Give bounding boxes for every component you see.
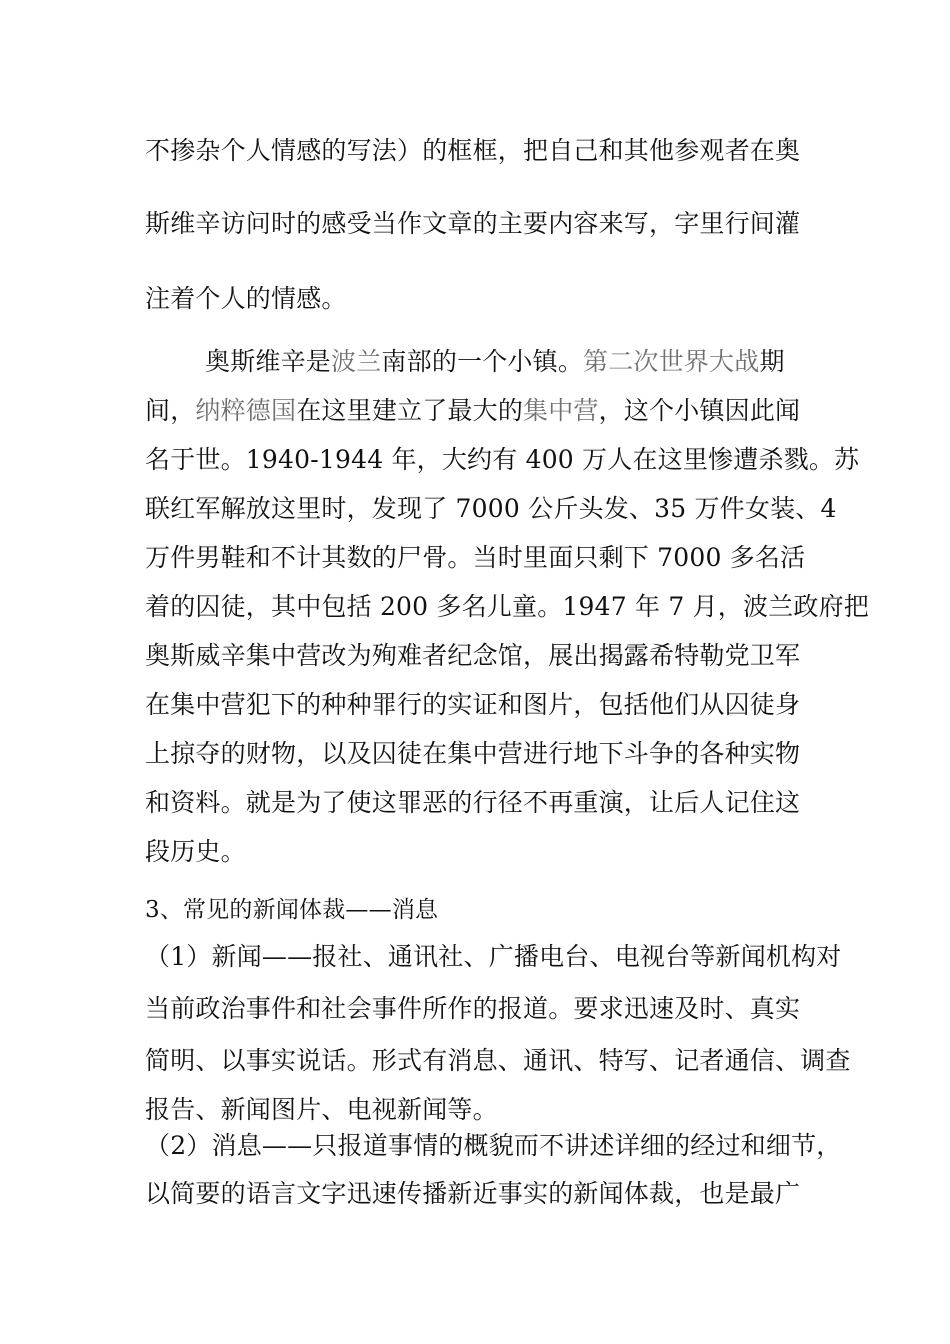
paragraph-line: 奥斯威辛集中营改为殉难者纪念馆，展出揭露希特勒党卫军 <box>145 641 801 670</box>
intro-line: 注着个人的情感。 <box>145 284 347 313</box>
poland-link[interactable]: 波兰 <box>331 347 382 376</box>
paragraph-line: 和资料。就是为了使这罪恶的行径不再重演，让后人记住这 <box>145 788 801 817</box>
text-span: ，这个小镇因此闻 <box>598 396 801 425</box>
paragraph-line: 万件男鞋和不计其数的尸骨。当时里面只剩下 7000 多名活 <box>145 543 806 572</box>
paragraph-line <box>145 394 825 428</box>
nazi-germany-link[interactable]: 纳粹德国 <box>195 396 297 425</box>
paragraph-line: 段历史。 <box>145 837 246 866</box>
section-heading: 3、常见的新闻体裁——消息 <box>145 897 439 923</box>
paragraph-line: 在集中营犯下的种种罪行的实证和图片，包括他们从囚徒身 <box>145 690 801 719</box>
news-line: 简明、以事实说话。形式有消息、通讯、特写、记者通信、调查 <box>145 1046 851 1075</box>
intro-line: 不掺杂个人情感的写法）的框框，把自己和其他参观者在奥 <box>145 136 801 165</box>
news-line: 当前政治事件和社会事件所作的报道。要求迅速及时、真实 <box>145 994 801 1023</box>
message-line: 以简要的语言文字迅速传播新近事实的新闻体裁，也是最广 <box>145 1179 801 1208</box>
paragraph-line: 着的囚徒，其中包括 200 多名儿童。1947 年 7 月，波兰政府把 <box>145 592 869 621</box>
text-span: 间， <box>145 396 196 425</box>
paragraph-line: 联红军解放这里时，发现了 7000 公斤头发、35 万件女装、4 <box>145 494 837 523</box>
news-line: 报告、新闻图片、电视新闻等。 <box>145 1095 498 1124</box>
paragraph-line <box>205 345 825 379</box>
world-war-two-link[interactable]: 第二次世界大战 <box>583 347 760 376</box>
paragraph-line: 上掠夺的财物，以及囚徒在集中营进行地下斗争的各种实物 <box>145 739 801 768</box>
intro-line: 斯维辛访问时的感受当作文章的主要内容来写，字里行间灌 <box>145 209 801 238</box>
text-span: 奥斯维辛是 <box>205 347 332 376</box>
paragraph-line: 名于世。1940-1944 年，大约有 400 万人在这里惨遭杀戮。苏 <box>145 445 860 474</box>
text-span: 期 <box>759 347 785 376</box>
concentration-camp-link[interactable]: 集中营 <box>523 396 599 425</box>
text-span: 南部的一个小镇。 <box>381 347 584 376</box>
message-line: （2）消息——只报道事情的概貌而不讲述详细的经过和细节， <box>145 1131 842 1160</box>
text-span: 在这里建立了最大的 <box>296 396 524 425</box>
news-line: （1）新闻——报社、通讯社、广播电台、电视台等新闻机构对 <box>145 942 842 971</box>
